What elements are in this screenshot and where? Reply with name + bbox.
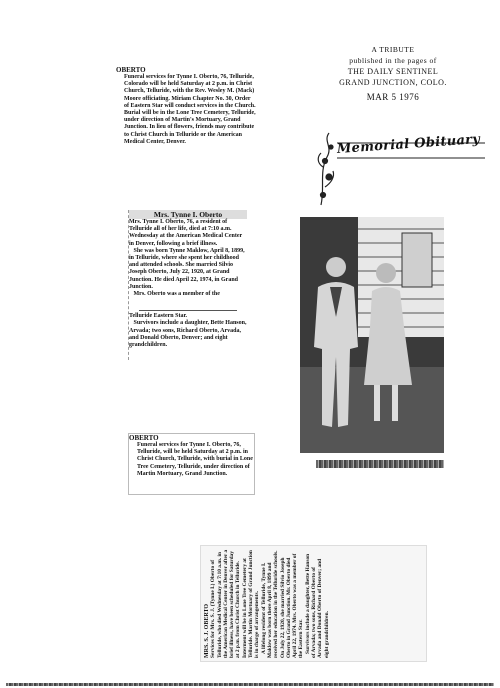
clipping-3-heading: OBERTO: [129, 434, 159, 442]
tribute-header: [318, 44, 468, 103]
obituary-clipping-2: [128, 210, 247, 360]
newspaper-location: GRAND JUNCTION, COLO.: [339, 78, 447, 87]
tribute-title: A TRIBUTE: [371, 45, 415, 54]
clipping-1-body: Funeral services for Tynne I. Oberto, 76, Telluride, Colorado will be held Saturday at 2 p.m. in Christ Church, Telluride, with the Rev. Wesley M. (Mack) Moore officiating. Miriam Chapter No. 30, Order of Eastern Star will conduct services in the Church. Burial will be in the Lone Tree Cemetery, Telluride, under direction of Martin's Mortuary, Grand Junction. In lieu of flowers, friends may contribute to Christ Church in Telluride or the American Medical Center, Denver.: [124, 74, 258, 145]
tribute-date: MAR 5 1976: [366, 92, 420, 102]
clipping-2-heading: Mrs. Tynne I. Oberto: [129, 210, 247, 219]
obituary-clipping-4: [200, 545, 427, 662]
clipping-2-body-continued: Telluride Eastern Star. Survivors include a daughter, Bette Hanson, Arvada; two sons, Richard Oberto, Arvada, and Donald Oberto, Denver; and eight grandchildren.: [129, 313, 247, 349]
page-bottom-border: [6, 683, 494, 686]
banner-title: Memorial Obituary: [336, 132, 481, 157]
obituary-clipping-3: [128, 433, 255, 495]
tribute-subtitle: published in the pages of: [349, 56, 437, 65]
clipping-4-body: Services for Mrs. S. J. (Tynne I.) Oberto of Telluride, who died Wednesday at 7:10 a.m. in the American Medical Center in Denver after a brief illness, have been scheduled for Saturday at 2 p.m. from Christ Church in Telluride. Interment will be in Lone Tree Cemetery at Telluride. Martin Mortuary of Grand Junction is in charge of arrangements. A lifelong resident of Telluride, Tynne I. Maklow was born there April 8, 1899 and received her education in the Telluride schools. On July 22, 1920, she married Silvio Joseph Oberto in Grand Junction. Mr. Oberto died April 22, 1974. Mrs. Oberto was a member of the Eastern Star. Survivors include a daughter, Bette Hanson of Arvada; two sons, Richard Oberto of Arvada and Donald Oberto of Denver; and eight grandchildren.: [210, 549, 330, 658]
obituary-clipping-1: [116, 66, 256, 200]
clipping-2-body: Mrs. Tynne I. Oberto, 76, a resident of Telluride all of her life, died at 7:10 a.m. Wednesday at the American Medical Center in Denver, following a brief illness. She was born Tynne Maklow, April 8, 1899, in Telluride, where she spent her childhood and attended schools. She married Silvio Joseph Oberto, July 22, 1920, at Grand Junction. He died April 22, 1974, in Grand Junction. Mrs. Oberto was a member of the: [129, 219, 245, 298]
clipping-4-heading: MRS. S. J. OBERTO: [204, 603, 210, 658]
clipping-1-heading: OBERTO: [116, 66, 146, 74]
clipping-3-body: Funeral services for Tynne I. Oberto, 76, Telluride, will be held Saturday at 2 p.m. in Christ Church, Telluride, with burial in Lone Tree Cemetery, Telluride, under direction of Martin Mortuary, Grand Junction.: [137, 442, 255, 477]
memorial-obituary-banner: [315, 127, 487, 209]
photo-bottom-border: [316, 460, 444, 468]
couple-photograph: [300, 217, 444, 453]
newspaper-name: THE DAILY SENTINEL: [347, 67, 439, 76]
clipping-2-handwriting: [139, 300, 237, 311]
